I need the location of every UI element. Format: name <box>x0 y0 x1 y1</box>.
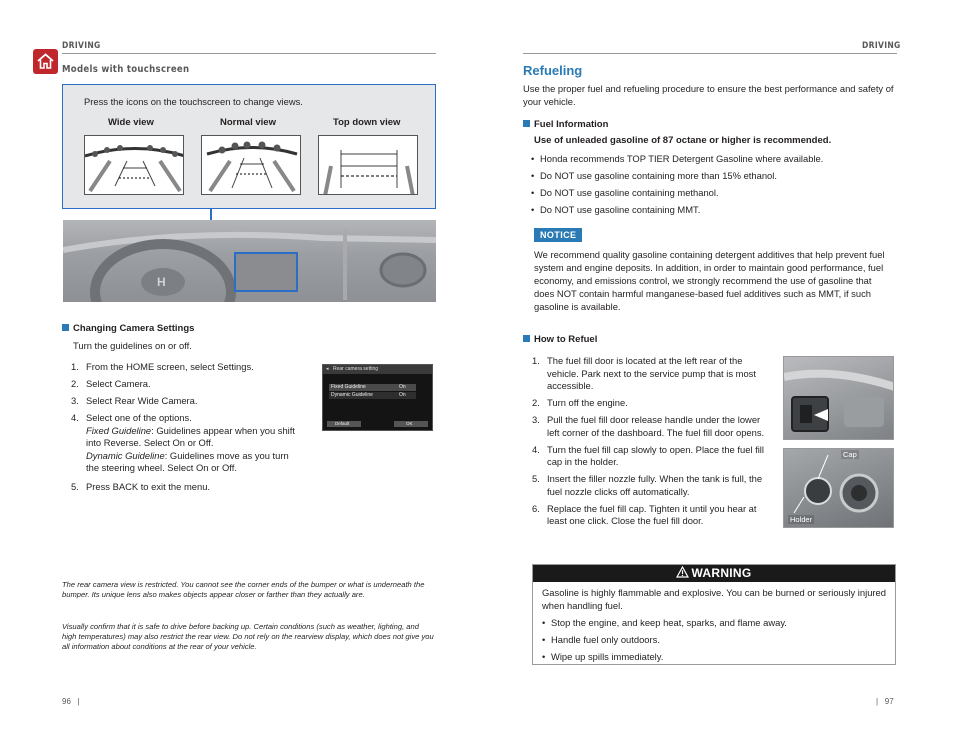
rear-camera-setting-screen <box>322 364 433 431</box>
warning-text: Gasoline is highly flammable and explosive. You can be burned or seriously injured when handling fuel. <box>542 587 886 611</box>
normal-view-label: Normal view <box>220 117 276 128</box>
fuel-octane-requirement: Use of unleaded gasoline of 87 octane or higher is recommended. <box>534 135 832 146</box>
fixed-guideline-label: Fixed Guideline <box>86 424 152 436</box>
section-marker-icon <box>523 120 530 127</box>
bullet-item: • Wipe up spills immediately. <box>542 650 887 663</box>
home-icon[interactable] <box>33 49 58 74</box>
top-down-view-button[interactable] <box>318 135 418 195</box>
default-button[interactable]: Default <box>327 421 361 427</box>
step-item: 2. Turn off the engine. <box>532 397 628 408</box>
camera-settings-heading: Changing Camera Settings <box>62 323 194 334</box>
setting-value: On <box>399 392 406 398</box>
bullet-item: • Do NOT use gasoline containing methanol. <box>531 186 891 199</box>
how-to-refuel-heading: How to Refuel <box>523 334 597 345</box>
fuel-bullets <box>531 152 891 220</box>
screen-title-bar <box>323 365 432 374</box>
refuel-steps <box>532 355 770 532</box>
fixed-guideline-row[interactable] <box>329 384 416 391</box>
right-page-number: | 97 <box>876 697 894 706</box>
refueling-intro: Use the proper fuel and refueling procedure to ensure the best performance and safety of your vehicle. <box>523 83 894 107</box>
setting-label: Fixed Guideline <box>331 384 366 390</box>
wide-view-label: Wide view <box>108 117 154 128</box>
back-arrow-icon[interactable]: ◂ <box>326 366 329 372</box>
fixed-guideline-text: : Guidelines appear when you shift into Reverse. Select On or Off. <box>86 424 295 448</box>
warning-bullets <box>542 616 887 667</box>
step-item: 2. Select Camera. <box>71 378 151 389</box>
bullet-item: • Do NOT use gasoline containing more than 15% ethanol. <box>531 169 891 182</box>
setting-label: Dynamic Guideline <box>331 392 373 398</box>
right-header-rule <box>523 53 897 54</box>
setting-value: On <box>399 384 406 390</box>
left-page-number: 96 | <box>62 697 80 706</box>
step-item: 5. Press BACK to exit the menu. <box>71 480 211 492</box>
step-item: 1. From the HOME screen, select Settings. <box>71 361 254 372</box>
fuel-information-heading: Fuel Information <box>523 119 608 130</box>
dynamic-guideline-label: Dynamic Guideline <box>86 449 165 461</box>
notice-badge: NOTICE <box>534 228 582 242</box>
release-handle-photo <box>783 356 894 440</box>
bullet-item: • Honda recommends TOP TIER Detergent Gasoline where available. <box>531 152 891 165</box>
right-header: DRIVING <box>862 41 901 51</box>
camera-note-2: Visually confirm that it is safe to drive before backing up. Certain conditions (such as weather, lighting, and high temperatures) may also restrict the rear view. Do not rely on the rearview display, which does not give you all information about conditions at the rear of your vehicle. <box>62 622 434 651</box>
left-header: DRIVING <box>62 41 101 51</box>
warning-box <box>532 564 896 665</box>
holder-label: Holder <box>790 515 813 524</box>
section-marker-icon <box>62 324 69 331</box>
cap-label: Cap <box>843 450 857 459</box>
refueling-title: Refueling <box>523 63 583 78</box>
step-item: 5. Insert the filler nozzle fully. When the tank is full, the fuel nozzle clicks off automatically. <box>532 473 763 497</box>
warning-header: WARNING <box>533 565 895 582</box>
step-item: 4. Select one of the options. Fixed Guideline: Guidelines appear when you shift into Reverse. Select On or Off. Dynamic Guideline: Guidelines move as you turn the steering wheel. Select On or Off. <box>71 412 295 473</box>
step-item: 3. Select Rear Wide Camera. <box>71 395 198 406</box>
step-item: 3. Pull the fuel fill door release handle under the lower left corner of the dashboard. The fuel fill door opens. <box>532 414 765 438</box>
fuel-cap-photo <box>783 448 894 528</box>
dynamic-guideline-text: : Guidelines move as you turn the steering wheel. Select On or Off. <box>86 449 289 473</box>
step-item: 6. Replace the fuel fill cap. Tighten it until you hear at least one click. Close the fuel fill door. <box>532 502 757 526</box>
left-header-rule <box>62 53 436 54</box>
bullet-item: • Do NOT use gasoline containing MMT. <box>531 203 891 216</box>
warning-triangle-icon <box>676 566 689 583</box>
svg-text:H: H <box>157 275 166 289</box>
normal-view-button[interactable] <box>201 135 301 195</box>
camera-settings-steps <box>71 361 303 498</box>
camera-settings-intro: Turn the guidelines on or off. <box>73 340 192 351</box>
section-marker-icon <box>523 335 530 342</box>
touchscreen-highlight <box>234 252 298 292</box>
bullet-item: • Handle fuel only outdoors. <box>542 633 887 646</box>
step-item: 4. Turn the fuel fill cap slowly to open. Place the fuel fill cap in the holder. <box>532 443 764 467</box>
camera-note-1: The rear camera view is restricted. You cannot see the corner ends of the bumper or what is underneath the bumper. Its unique lens also makes objects appear closer or farther than they actually are. <box>62 580 425 599</box>
left-subtitle: Models with touchscreen <box>62 64 190 75</box>
ok-button[interactable]: OK <box>394 421 428 427</box>
screen-title: Rear camera setting <box>333 366 379 372</box>
step-item: 1. The fuel fill door is located at the left rear of the vehicle. Park next to the service pump that is most accessible. <box>532 355 756 391</box>
bullet-item: • Stop the engine, and keep heat, sparks, and flame away. <box>542 616 887 629</box>
wide-view-button[interactable] <box>84 135 184 195</box>
top-down-view-label: Top down view <box>333 117 401 128</box>
dynamic-guideline-row[interactable] <box>329 392 416 399</box>
notice-text: We recommend quality gasoline containing detergent additives that help prevent fuel system and engine deposits. In addition, in order to maintain good performance, fuel economy, and emissions control, we strongly recommend the use of gasoline that does NOT contain harmful manganese-based fuel additives such as MMT, if such gasoline is available. <box>534 249 885 312</box>
views-instruction: Press the icons on the touchscreen to change views. <box>84 96 303 107</box>
